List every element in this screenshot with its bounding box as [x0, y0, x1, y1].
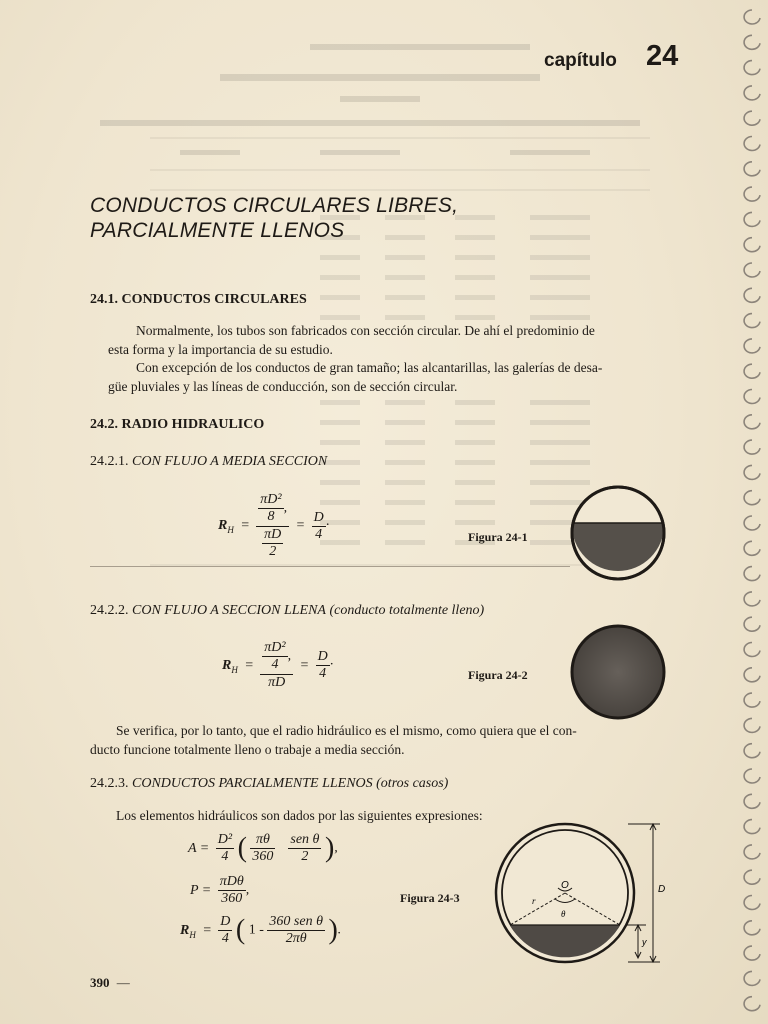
binding-ring — [744, 744, 760, 758]
binding-ring — [744, 718, 760, 732]
equation-area: A = $\frac{\text{D²}}{4}$ ( $\frac{\pi\theta}{360}$ $\frac{\text{sen θ}}{2}$ ), — [188, 832, 338, 864]
section-24-2-heading: 24.2. RADIO HIDRAULICO — [90, 417, 265, 432]
subsection-note: (conducto totalmente lleno) — [329, 603, 485, 618]
paragraph-1-line-1: Normalmente, los tubos son fabricados con sección circular. De ahí el predominio de — [136, 323, 595, 338]
binding-ring — [744, 820, 760, 834]
binding-ring — [744, 339, 760, 353]
binding-ring — [744, 212, 760, 226]
equation-perimeter: P = $\frac{\text{πDθ}}{360}$ , — [190, 874, 250, 906]
binding-ring — [744, 10, 760, 24]
binding-ring — [744, 921, 760, 935]
figure-24-3-partial-pipe — [488, 818, 668, 964]
binding-ring — [744, 137, 760, 151]
binding-ring — [744, 794, 760, 808]
binding-ring — [744, 263, 760, 277]
eq2-numerator-fraction: $\frac{\text{πD²}}{4}$ — [264, 640, 286, 672]
eq1-numerator-fraction: $\frac{\text{πD²}}{8}$ — [260, 492, 282, 524]
label-center: O — [561, 880, 569, 891]
subsection-number: 24.2.2. — [90, 603, 129, 618]
divider — [90, 566, 570, 567]
binding-ring — [744, 111, 760, 125]
binding-ring — [744, 516, 760, 530]
binding-ring — [744, 465, 760, 479]
chapter-number: 24 — [646, 40, 679, 72]
eq1-lhs: $R_H$ — [218, 518, 234, 536]
spiral-binding — [722, 0, 768, 1024]
binding-ring — [744, 61, 760, 75]
binding-ring — [744, 845, 760, 859]
binding-ring — [744, 592, 760, 606]
figure-24-1-half-full-pipe — [567, 484, 669, 582]
paragraph-3-line-2: ducto funcione totalmente lleno o trabaje a media sección. — [90, 742, 405, 757]
binding-ring — [744, 162, 760, 176]
binding-ring — [744, 415, 760, 429]
page-number: 390 — — [90, 975, 130, 990]
chapter-title — [90, 193, 458, 243]
figure-24-1-caption: Figura 24-1 — [468, 530, 528, 544]
binding-ring — [744, 314, 760, 328]
binding-ring — [744, 693, 760, 707]
binding-ring — [744, 896, 760, 910]
eq1-denominator-fraction: $\frac{\pi D}{2}$ — [264, 527, 282, 559]
binding-ring — [744, 668, 760, 682]
chapter-word: capítulo — [544, 50, 617, 71]
eq2-main-fraction: $\frac{\text{πD²}}{4}$ , πD — [260, 640, 293, 691]
binding-ring — [744, 86, 760, 100]
section-24-1-heading: 24.1. CONDUCTOS CIRCULARES — [90, 292, 307, 307]
binding-ring — [744, 997, 760, 1011]
equation-rh-full: $R_H$ = $\frac{\text{πD²}}{4}$ , πD = $\frac{D}{4}$ · — [222, 640, 334, 690]
subsection-24-2-2-heading — [90, 603, 484, 619]
subsection-title: CON FLUJO A MEDIA SECCION — [132, 454, 328, 469]
eq1-result-fraction: $\frac{D}{4}$ — [313, 509, 324, 542]
binding-ring — [744, 643, 760, 657]
label-depth: y — [642, 937, 647, 947]
binding-ring — [744, 238, 760, 252]
subsection-24-2-3-heading — [90, 776, 448, 792]
subsection-note: (otros casos) — [376, 776, 449, 791]
figure-24-3-caption: Figura 24-3 — [400, 891, 460, 905]
subsection-24-2-1-heading — [90, 454, 327, 470]
subsection-number: 24.2.3. — [90, 776, 129, 791]
binding-ring — [744, 35, 760, 49]
binding-ring — [744, 971, 760, 985]
binding-ring — [744, 870, 760, 884]
chapter-title-line2: PARCIALMENTE LLENOS — [90, 219, 345, 242]
eq2-lhs: $R_H$ — [222, 657, 238, 675]
binding-ring — [744, 364, 760, 378]
binding-ring — [744, 187, 760, 201]
paragraph-2-line-2: güe pluviales y las líneas de conducción, son de sección circular. — [108, 379, 458, 394]
eq2-result-fraction: $\frac{D}{4}$ — [317, 649, 328, 681]
figure-24-2-caption: Figura 24-2 — [468, 668, 528, 682]
binding-ring — [744, 288, 760, 302]
binding-ring — [744, 617, 760, 631]
subsection-title: CON FLUJO A SECCION LLENA — [132, 603, 326, 618]
chapter-title-line1: CONDUCTOS CIRCULARES LIBRES, — [90, 194, 459, 217]
label-angle: θ — [561, 909, 566, 919]
eq1-equals: = — [240, 518, 250, 534]
binding-ring — [744, 946, 760, 960]
binding-ring — [744, 769, 760, 783]
paragraph-3-line-1: Se verifica, por lo tanto, que el radio hidráulico es el mismo, como quiera que el con- — [116, 723, 577, 738]
equation-rh-half: $R_H$ = $\frac{\text{πD²}}{8}$ , $\frac{\pi D}{2}$ = $\frac{D}{4}$ · — [218, 492, 330, 559]
binding-ring — [744, 567, 760, 581]
binding-ring — [744, 390, 760, 404]
binding-ring — [744, 541, 760, 555]
paragraph-4: Los elementos hidráulicos son dados por las siguientes expresiones: — [116, 808, 483, 823]
figure-24-2-full-pipe — [567, 623, 669, 721]
eq1-main-fraction: $\frac{\text{πD²}}{8}$ , $\frac{\pi D}{2}$ — [256, 492, 289, 560]
subsection-number: 24.2.1. — [90, 454, 129, 469]
subsection-title: CONDUCTOS PARCIALMENTE LLENOS — [132, 776, 373, 791]
label-diameter: D — [658, 884, 666, 895]
equation-hydraulic-radius: $R_H$ = $\frac{D}{4}$ ( 1 - $\frac{\text{360 sen θ}}{2\pi\theta}$ ). — [180, 914, 342, 946]
label-radius: r — [532, 896, 536, 906]
binding-ring — [744, 491, 760, 505]
paragraph-2-line-1: Con excepción de los conductos de gran tamaño; las alcantarillas, las galerías de desa- — [136, 360, 603, 375]
binding-ring — [744, 440, 760, 454]
paragraph-1-line-2: esta forma y la importancia de su estudio. — [108, 342, 333, 357]
